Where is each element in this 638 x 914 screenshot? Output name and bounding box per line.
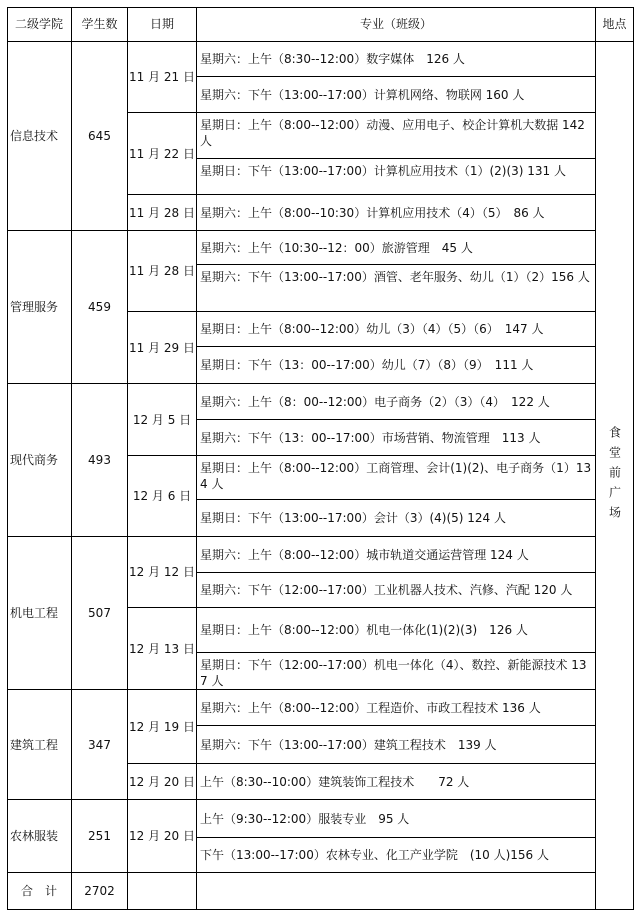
student-count: 459 [72,231,128,384]
total-date-empty [128,873,197,910]
college-name: 现代商务 [7,384,72,537]
header-location: 地点 [596,7,634,42]
college-name: 机电工程 [7,537,72,690]
total-label: 合 计 [7,873,72,910]
date-cell: 11 月 21 日 [128,42,197,113]
schedule-row: 星期六：下午（13:00--17:00）计算机网络、物联网 160 人 [197,77,596,113]
date-cell: 12 月 13 日 [128,608,197,690]
date-cell: 11 月 28 日 [128,231,197,312]
schedule-row: 星期六：上午（8：00--12:00）电子商务（2）（3）（4） 122 人 [197,384,596,420]
student-count: 251 [72,800,128,873]
date-cell: 11 月 28 日 [128,195,197,231]
schedule-row: 星期日：上午（8:00--12:00）幼儿（3）（4）（5）（6） 147 人 [197,312,596,347]
college-name: 信息技术 [7,42,72,231]
location-cell [596,42,634,910]
schedule-row: 上午（9:30--12:00）服装专业 95 人 [197,800,596,838]
schedule-row: 星期日：上午（8:00--12:00）动漫、应用电子、校企计算机大数据 142 人 [197,113,596,159]
schedule-row: 星期六：下午（13:00--17:00）建筑工程技术 139 人 [197,726,596,764]
schedule-row: 星期日：上午（8:00--12:00）机电一体化(1)(2)(3) 126 人 [197,608,596,653]
college-name: 建筑工程 [7,690,72,800]
date-cell: 12 月 5 日 [128,384,197,456]
total-major-empty [197,873,596,910]
header-major: 专业（班级） [197,7,596,42]
date-cell: 11 月 29 日 [128,312,197,384]
total-students: 2702 [72,873,128,910]
schedule-row: 星期日：下午（13:00--17:00）会计（3）(4)(5) 124 人 [197,500,596,537]
schedule-row: 星期日：下午（13:00--17:00）计算机应用技术（1）(2)(3) 131 人 [197,159,596,195]
schedule-row: 星期六：上午（10:30--12：00）旅游管理 45 人 [197,231,596,265]
student-count: 507 [72,537,128,690]
header-college: 二级学院 [7,7,72,42]
date-cell: 12 月 19 日 [128,690,197,764]
college-name: 管理服务 [7,231,72,384]
schedule-row: 星期日：上午（8:00--12:00）工商管理、会计(1)(2)、电子商务（1）134 人 [197,456,596,500]
schedule-row: 上午（8:30--10:00）建筑装饰工程技术 72 人 [197,764,596,800]
schedule-row: 星期日：下午（13：00--17:00）幼儿（7）（8）（9） 111 人 [197,347,596,384]
college-name: 农林服装 [7,800,72,873]
student-count: 347 [72,690,128,800]
student-count: 493 [72,384,128,537]
schedule-row: 星期日：下午（12:00--17:00）机电一体化（4）、数控、新能源技术 137 人 [197,653,596,690]
schedule-row: 星期六：下午（12:00--17:00）工业机器人技术、汽修、汽配 120 人 [197,573,596,608]
schedule-row: 星期六：上午（8:00--12:00）城市轨道交通运营管理 124 人 [197,537,596,573]
date-cell: 12 月 20 日 [128,800,197,873]
schedule-row: 星期六：上午（8:00--10:30）计算机应用技术（4）（5） 86 人 [197,195,596,231]
location-text: 食堂前广场 [607,425,622,526]
student-count: 645 [72,42,128,231]
schedule-row: 下午（13:00--17:00）农林专业、化工产业学院 (10 人)156 人 [197,838,596,873]
date-cell: 11 月 22 日 [128,113,197,195]
schedule-row: 星期六：下午（13：00--17:00）市场营销、物流管理 113 人 [197,420,596,456]
date-cell: 12 月 6 日 [128,456,197,537]
date-cell: 12 月 20 日 [128,764,197,800]
date-cell: 12 月 12 日 [128,537,197,608]
header-students: 学生数 [72,7,128,42]
header-date: 日期 [128,7,197,42]
schedule-row: 星期六：上午（8:30--12:00）数字媒体 126 人 [197,42,596,77]
schedule-row: 星期六：上午（8:00--12:00）工程造价、市政工程技术 136 人 [197,690,596,726]
schedule-row: 星期六：下午（13:00--17:00）酒管、老年服务、幼儿（1）（2）156 人 [197,265,596,312]
